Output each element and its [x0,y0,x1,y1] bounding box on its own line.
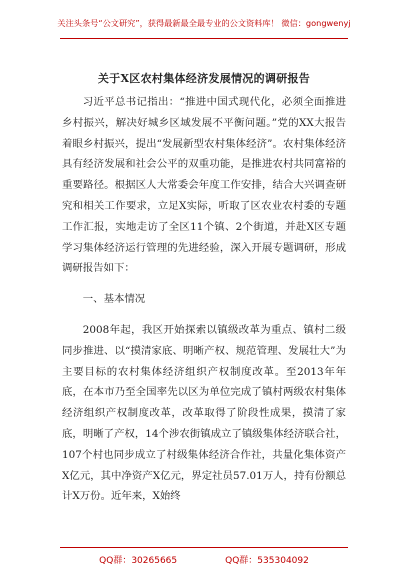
footer-qq-group-2: QQ群：535304092 [225,556,309,566]
footer [0,553,408,566]
header-banner: 关注头条号“公文研究”，获得最新最全最专业的公文资料库！ 微信：gongwenyj [57,18,351,28]
section-heading: 一、基本情况 [82,293,146,306]
section-paragraph: 2008年起，我区开始探索以镇级改革为重点、镇村二级同步推进、以“摸清家底、明晰产权、规范管理、发展壮大”为主要目标的农村集体经济组织产权制度改革。至2013年年底，在本市乃至全国率先以区为单位完成了镇村两级农村集体经济组织产权制度改革，改革取得了阶段性成果，摸清了家底，明晰了产权，14个涉农街镇成立了镇级集体经济联合社，107个村也同步成立了村级集体经济合作社，共量化集体资产X亿元，其中净资产X亿元，界定社员57.01万人，持有份额总计X万份。近年来，X始终 [62,323,346,503]
footer-qq-group-1: QQ群：30265665 [99,556,178,566]
paragraph-gap [62,279,346,289]
header-divider [60,38,348,39]
document-title: 关于X区农村集体经济发展情况的调研报告 [97,72,311,85]
document-body [62,92,346,507]
footer-divider [60,547,348,548]
paragraph-gap [62,310,346,320]
intro-paragraph: 习近平总书记指出：“推进中国式现代化，必须全面推进乡村振兴，解决好城乡区域发展不平衡问题。”党的XX大报告着眼乡村振兴，提出“发展新型农村集体经济”。农村集体经济具有经济发展和社会公平的双重功能，是推进农村共同富裕的重要路径。根据区人大常委会年度工作安排，结合大兴调查研究和相关工作要求，立足X实际，听取了区农业农村委的专题工作汇报，实地走访了全区11个镇、2个街道，并赴X区专题学习集体经济运行管理的先进经验，深入开展专题调研，形成调研报告如下： [62,96,346,275]
